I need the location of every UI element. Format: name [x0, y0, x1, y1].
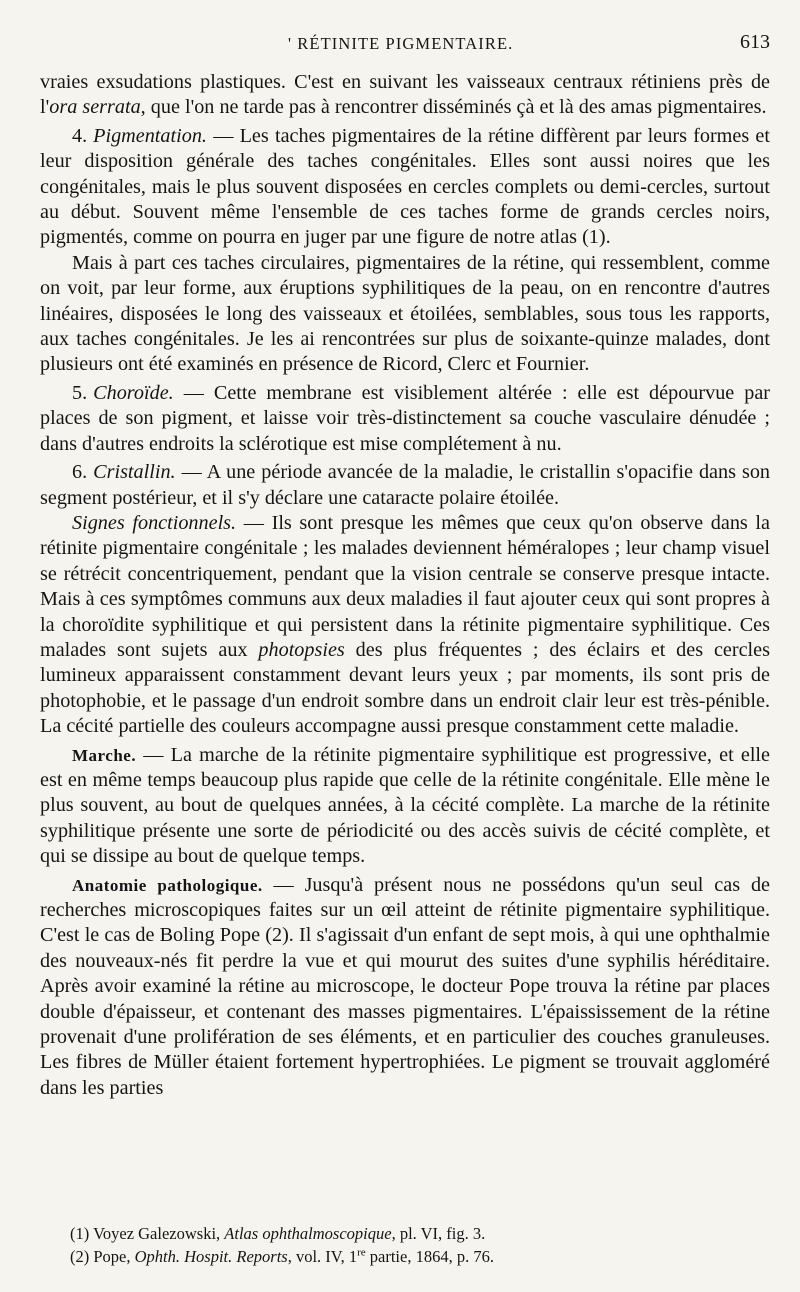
paragraph-text-b: , que l'on ne tarde pas à rencontrer disséminés çà et là des amas pigmentaires.: [140, 96, 767, 119]
paragraph-text: — Cette membrane est visiblement altérée : elle est dépourvue par places de son pigment, et laisse voir très-distinctement sa couche vasculaire dénudée ; dans d'autres endroits la sclérotique est mise complétement à nu.: [40, 381, 771, 455]
page-header: [38, 31, 770, 58]
paragraph-continuation: [40, 70, 770, 121]
paragraph-text-a: — Ils sont presque les mêmes que ceux qu'on observe dans la rétinite pigmentaire congénitale ; les malades deviennent héméralopes ; leur champ visuel se rétrécit concentriquement, pendant que la vision centrale se conserve presque intacte. Mais à ces symptômes communs aux deux maladies il faut ajouter ceux qui sont propres à la choroïdite syphilitique et qui persistent dans la rétinite pigmentaire syphilitique. Ces malades sont sujets aux: [40, 511, 770, 661]
footnote-2: [70, 1245, 770, 1268]
section-number: 5.: [72, 381, 88, 404]
paragraph-cristallin: [40, 460, 770, 511]
paragraph-signes-fonctionnels: [40, 511, 770, 740]
footnotes: [70, 1222, 770, 1268]
paragraph-text: — Jusqu'à présent nous ne possédons qu'un seul cas de recherches microscopiques faites sur un œil atteint de rétinite pigmentaire syphilitique. C'est le cas de Boling Pope (2). Il s'agissait d'un enfant de sept mois, à qui une ophthalmie des nouveaux-nés fit perdre la vue et qui mourut des suites d'une syphilis héréditaire. Après avoir examiné la rétine au microscope, le docteur Pope trouva la rétine par places double d'épaisseur, et contenant des masses pigmentaires. L'épaississement de la rétine provenait d'une prolifération de ses éléments, et en particulier des couches granuleuses. Les fibres de Müller étaient fortement hypertrophiées. Le pigment se trouvait aggloméré dans les parties: [40, 873, 770, 1099]
page-body: [40, 70, 770, 1101]
footnote-text-b: , vol. IV, 1: [287, 1247, 358, 1266]
footnote-title: Ophth. Hospit. Reports: [134, 1247, 288, 1266]
section-heading: Anatomie pathologique.: [72, 875, 263, 895]
footnote-text-a: Voyez Galezowski,: [93, 1224, 221, 1243]
section-heading: Marche.: [72, 745, 137, 765]
footnote-mark: (2): [70, 1247, 90, 1266]
section-heading: Choroïde.: [93, 381, 174, 404]
paragraph-anatomie-pathologique: [40, 873, 770, 1102]
footnote-superscript: re: [357, 1246, 366, 1259]
section-number: 6.: [72, 461, 88, 484]
footnote-mark: (1): [70, 1224, 90, 1243]
footnote-1: [70, 1222, 770, 1245]
section-heading: Pigmentation.: [93, 124, 207, 147]
footnote-text-a: Pope,: [93, 1247, 131, 1266]
paragraph-text: — A une période avancée de la maladie, le cristallin s'opacifie dans son segment postérieur, et il s'y déclare une cataracte polaire étoilée.: [40, 461, 771, 509]
paragraph-text: Mais à part ces taches circulaires, pigmentaires de la rétine, qui ressemblent, comme on voit, par leur forme, aux éruptions syphilitiques de la peau, on en rencontre d'autres linéaires, disposées le long des vaisseaux et étoilées, semblables, sous tous les rapports, aux taches congénitales. Je les ai rencontrées sur plus de soixante-quinze malades, dont plusieurs ont été examinés en présence de Ricord, Clerc et Fournier.: [40, 251, 770, 376]
paragraph-text-b: des plus fréquentes ; des éclairs et des cercles lumineux apparaissent constamment devant leurs yeux ; par moments, ils sont pris de photophobie, et le passage d'un endroit sombre dans un endroit clair leur est très-pénible. La cécité partielle des couleurs accompagne aussi presque constamment cette maladie.: [40, 638, 770, 738]
page-number: 613: [740, 31, 770, 53]
paragraph-pigmentation: [40, 124, 770, 251]
footnote-title: Atlas ophthalmoscopique: [224, 1224, 392, 1243]
footnote-text-c: partie, 1864, p. 76.: [365, 1247, 494, 1266]
paragraph-text: — La marche de la rétinite pigmentaire syphilitique est progressive, et elle est en même temps beaucoup plus rapide que celle de la rétinite congénitale. Elle mène le plus souvent, au bout de quelques années, à la cécité complète. La marche de la rétinite syphilitique présente une sorte de périodicité ou des accès suivis de cécité complète, et qui se dissipe au bout de quelque temps.: [40, 743, 770, 868]
section-number: 4.: [72, 124, 88, 147]
paragraph-text: — Les taches pigmentaires de la rétine diffèrent par leurs formes et leur disposition générale des taches congénitales. Elles sont aussi noires que les congénitales, mais le plus souvent disposées en cercles complets ou demi-cercles, surtout au début. Souvent même l'ensemble de ces taches forme de grands cercles noirs, pigmentés, comme on pourra en juger par une figure de notre atlas (1).: [40, 124, 770, 249]
paragraph-choroide: [40, 381, 770, 457]
paragraph-circular-taches: [40, 251, 770, 378]
footnote-text-b: , pl. VI, fig. 3.: [391, 1224, 486, 1243]
section-heading: Cristallin.: [93, 461, 176, 484]
paragraph-marche: [40, 743, 770, 870]
running-title: ' RÉTINITE PIGMENTAIRE.: [288, 34, 514, 53]
section-heading: Signes fonctionnels.: [72, 511, 237, 534]
paragraph-term: photopsies: [258, 638, 345, 661]
paragraph-term: ora serrata: [49, 96, 141, 119]
paragraph-text-a: vraies exsudations plastiques. C'est en suivant les vaisseaux centraux rétiniens près de l': [40, 71, 770, 119]
